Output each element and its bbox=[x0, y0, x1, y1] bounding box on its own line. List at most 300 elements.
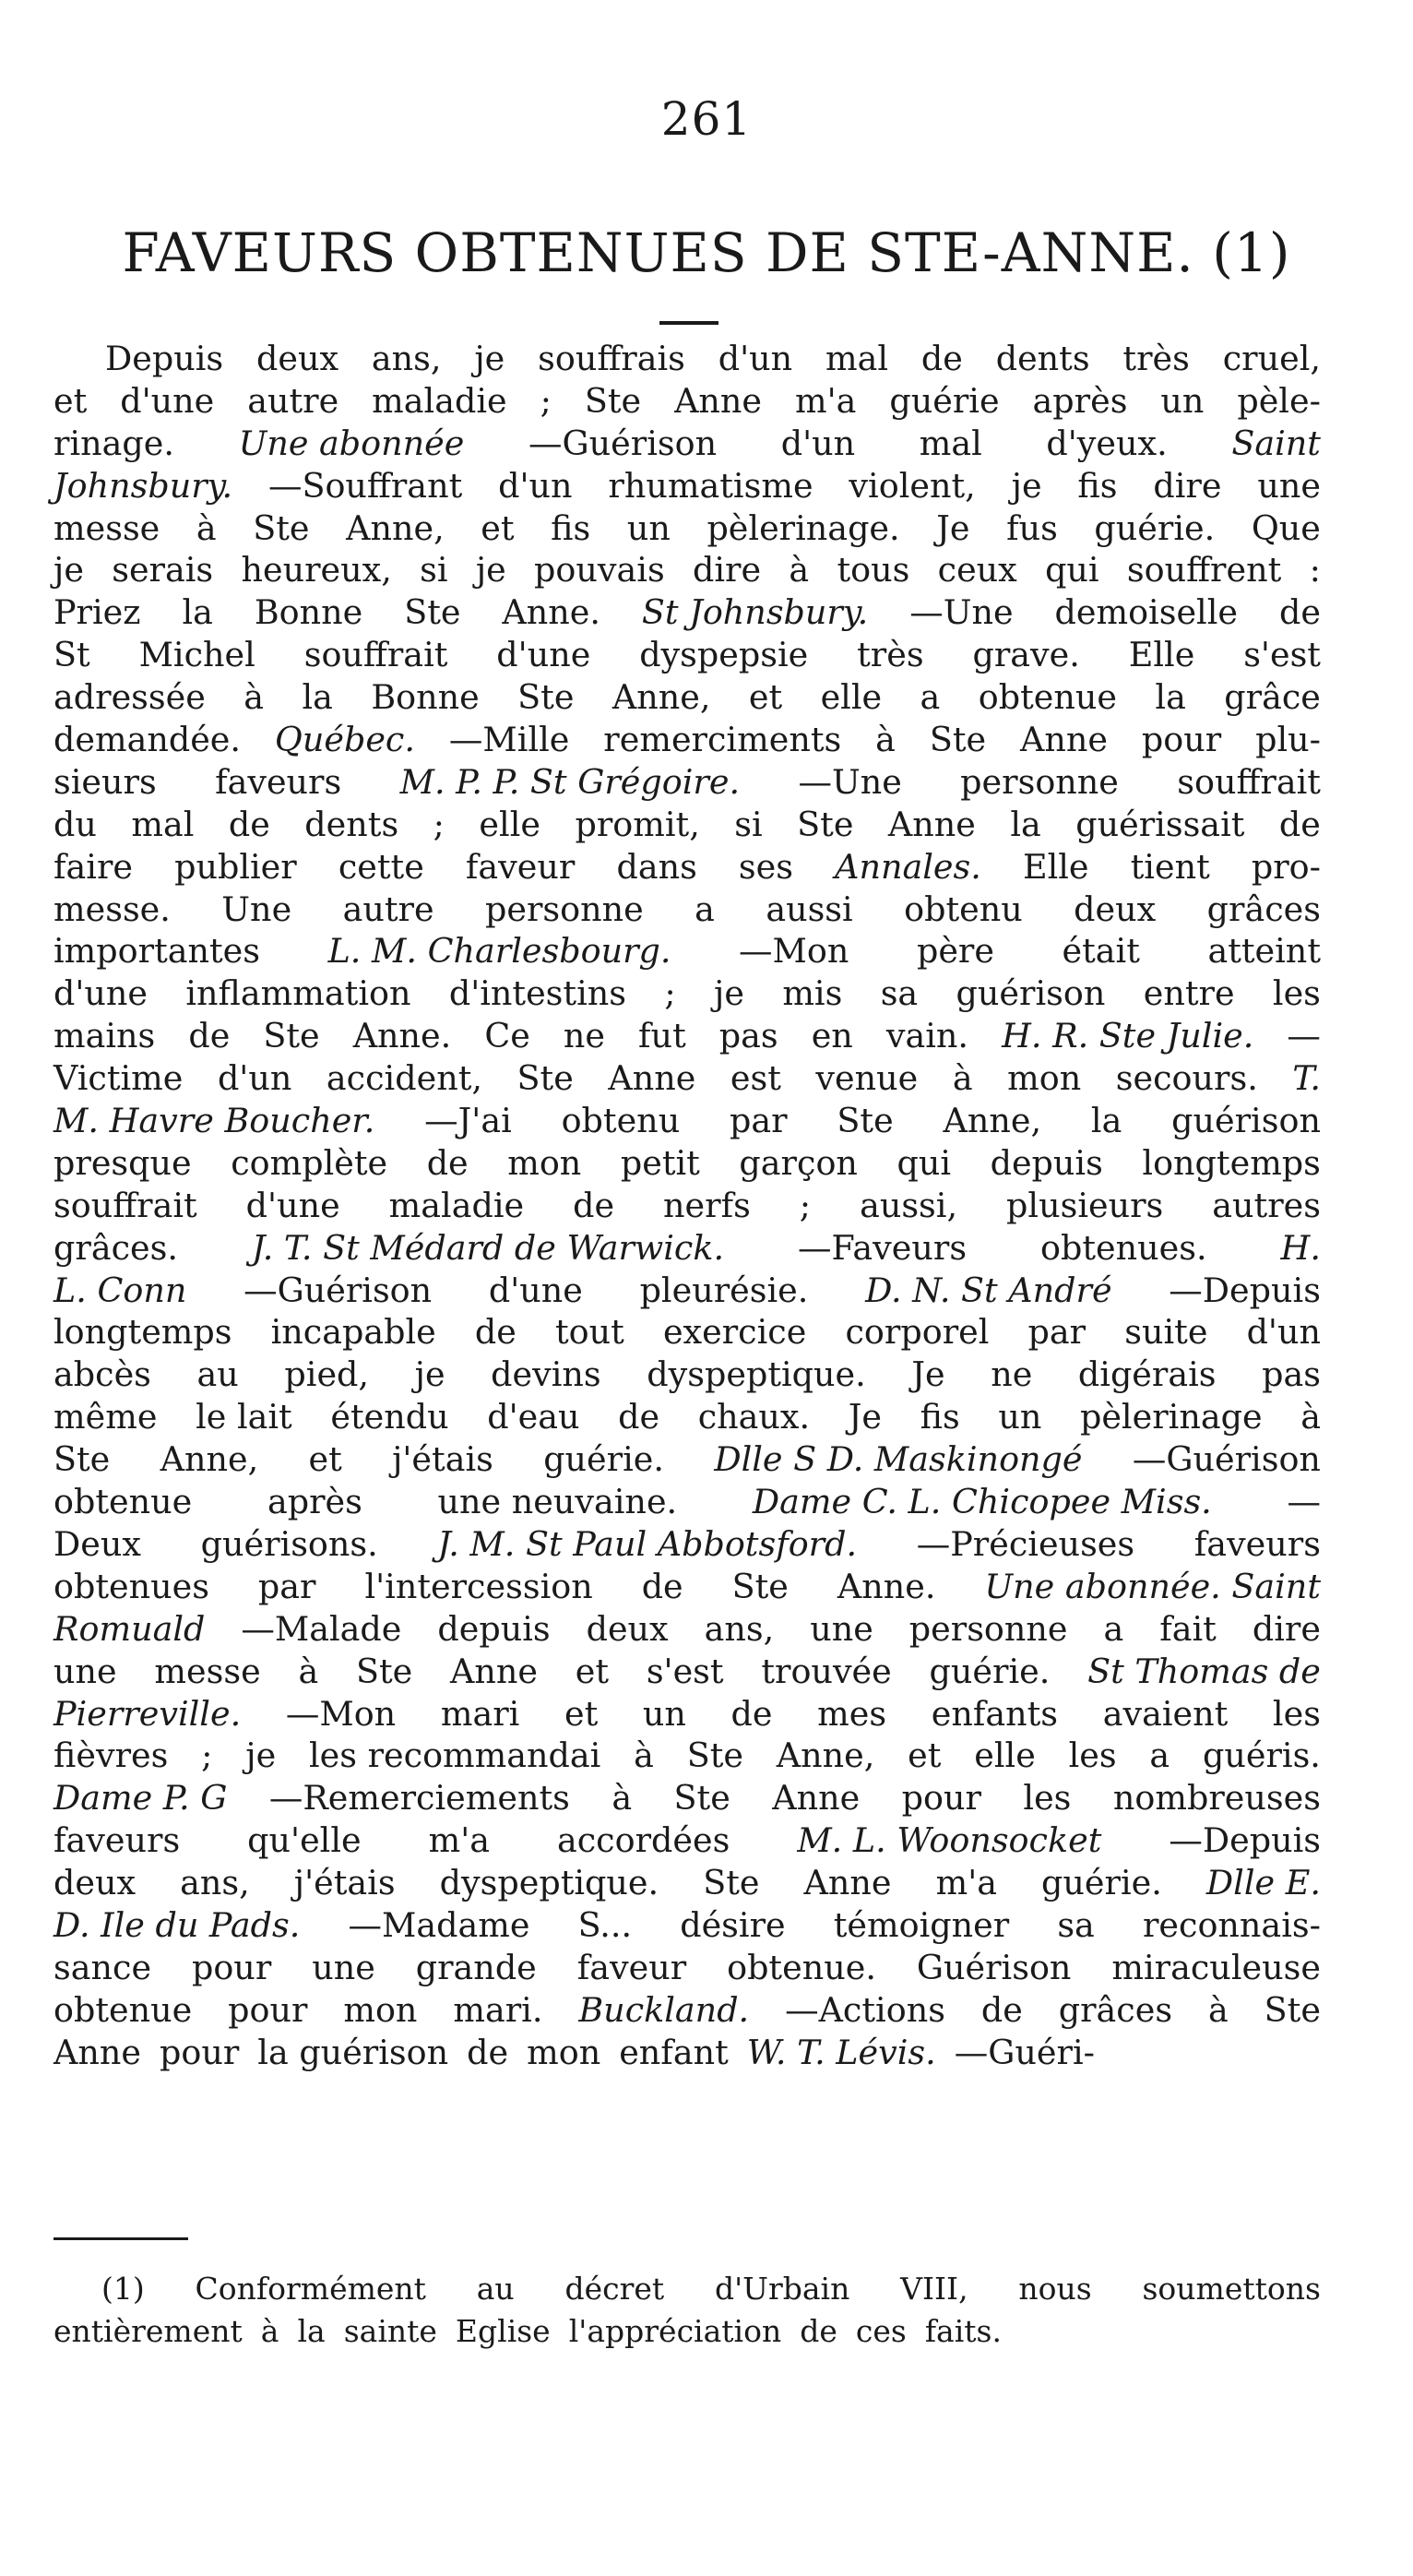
word: si bbox=[734, 804, 763, 844]
body-line bbox=[53, 1438, 1321, 1481]
body-line bbox=[53, 634, 1321, 676]
word: faveurs bbox=[53, 1820, 181, 1861]
word: le lait bbox=[196, 1397, 292, 1437]
word: soumettons bbox=[1142, 2271, 1321, 2307]
word: dans bbox=[616, 846, 697, 887]
word: de bbox=[800, 2312, 837, 2349]
word: —Malade bbox=[241, 1608, 402, 1649]
word: enfants bbox=[931, 1693, 1059, 1734]
word: à bbox=[1300, 1397, 1321, 1437]
word: grande bbox=[415, 1947, 537, 1987]
word: d'intestins bbox=[448, 973, 626, 1014]
word: obtenues bbox=[53, 1566, 209, 1606]
italic-reference: Johnsbury. bbox=[53, 465, 233, 506]
word: entre bbox=[1143, 973, 1235, 1014]
word: autre bbox=[342, 888, 434, 929]
word: ans, bbox=[704, 1608, 775, 1649]
italic-reference: Buckland. bbox=[578, 1989, 750, 2030]
word: un bbox=[642, 1693, 686, 1734]
word: —Une bbox=[798, 761, 902, 802]
word: d'un bbox=[498, 465, 573, 506]
word: publier bbox=[174, 846, 297, 887]
word: enfant bbox=[619, 2032, 729, 2072]
word: et bbox=[564, 1693, 599, 1734]
word: père bbox=[916, 931, 994, 972]
word: trouvée bbox=[761, 1651, 892, 1691]
word: tous bbox=[837, 550, 910, 590]
word: ; bbox=[201, 1735, 213, 1776]
word: Guérison bbox=[916, 1947, 1072, 1987]
word: dire bbox=[692, 550, 762, 590]
word: à bbox=[1207, 1989, 1229, 2030]
word: de bbox=[730, 1693, 773, 1734]
word: Depuis bbox=[105, 339, 224, 378]
word: atteint bbox=[1207, 931, 1321, 972]
word: et bbox=[53, 380, 88, 421]
word: pour bbox=[228, 1989, 308, 2030]
word: à bbox=[875, 720, 896, 760]
italic-reference: J. T. St Médard de Warwick. bbox=[251, 1227, 725, 1268]
word: Je bbox=[848, 1397, 882, 1437]
word: Ste bbox=[53, 1439, 111, 1480]
word: entièrement bbox=[53, 2312, 243, 2349]
italic-reference: W. T. Lévis. bbox=[746, 2032, 936, 2072]
word: les bbox=[1023, 1778, 1072, 1819]
italic-reference: Annales. bbox=[835, 846, 981, 887]
word: personne bbox=[908, 1608, 1068, 1649]
word: un bbox=[1160, 380, 1205, 421]
word: une neuvaine. bbox=[437, 1482, 678, 1522]
body-line bbox=[53, 338, 1321, 380]
word: — bbox=[1287, 1482, 1321, 1522]
word: —Guéri- bbox=[954, 2032, 1095, 2072]
word: Anne. bbox=[502, 592, 600, 633]
word: sa bbox=[880, 973, 919, 1014]
word: sieurs bbox=[53, 761, 157, 802]
word: mal bbox=[825, 339, 889, 378]
word: nous bbox=[1018, 2271, 1092, 2307]
italic-reference: J. M. St Paul Abbotsford. bbox=[437, 1523, 858, 1564]
body-line bbox=[53, 1142, 1321, 1185]
body-line bbox=[53, 1354, 1321, 1396]
word: elle bbox=[974, 1735, 1036, 1776]
italic-reference: T. bbox=[1292, 1058, 1321, 1099]
body-line bbox=[53, 507, 1321, 550]
word: de bbox=[980, 1989, 1023, 2030]
word: décret bbox=[564, 2271, 665, 2307]
word: deux bbox=[586, 1608, 669, 1649]
word: guérie. bbox=[929, 1651, 1051, 1691]
word: grave. bbox=[972, 635, 1080, 675]
word: fait bbox=[1159, 1608, 1217, 1649]
word: m'a bbox=[795, 380, 857, 421]
word: désire bbox=[680, 1904, 786, 1945]
word: et bbox=[908, 1735, 942, 1776]
word: d'eau bbox=[487, 1397, 580, 1437]
word: un bbox=[998, 1397, 1042, 1437]
word: mon bbox=[507, 1142, 582, 1183]
word: de bbox=[920, 339, 963, 378]
word: j'étais bbox=[293, 1863, 396, 1903]
word: remerciments bbox=[603, 720, 842, 760]
word: pour bbox=[191, 1947, 272, 1987]
word: Deux bbox=[53, 1523, 141, 1564]
word: Anne bbox=[674, 380, 763, 421]
word: d'un bbox=[217, 1058, 292, 1099]
word: sa bbox=[1057, 1904, 1095, 1945]
body-line bbox=[53, 1777, 1321, 1819]
word: mari bbox=[440, 1693, 520, 1734]
word: grâces bbox=[1206, 888, 1321, 929]
word: Anne bbox=[450, 1651, 538, 1691]
word: qui bbox=[1045, 550, 1099, 590]
word: a bbox=[920, 677, 941, 718]
word: pouvais bbox=[534, 550, 665, 590]
word: guérie bbox=[889, 380, 1000, 421]
word: à bbox=[298, 1651, 319, 1691]
word: pour bbox=[159, 2032, 240, 2072]
word: (1) bbox=[101, 2271, 145, 2307]
word: personne bbox=[484, 888, 644, 929]
word: obtenue bbox=[978, 677, 1117, 718]
word: guérisons. bbox=[200, 1523, 378, 1564]
word: par bbox=[257, 1566, 316, 1606]
body-line bbox=[53, 972, 1321, 1015]
body-line bbox=[53, 1566, 1321, 1608]
word: corporel bbox=[845, 1312, 990, 1353]
word: à bbox=[243, 677, 265, 718]
italic-reference: H. R. Ste Julie. bbox=[1002, 1016, 1254, 1056]
word: fis bbox=[551, 507, 591, 548]
word: obtenues. bbox=[1040, 1227, 1207, 1268]
word: Une bbox=[221, 888, 292, 929]
word: Ste bbox=[686, 1735, 743, 1776]
word: obtenue. bbox=[727, 1947, 876, 1987]
word: Bonne bbox=[254, 592, 363, 633]
word: abcès bbox=[53, 1354, 151, 1395]
word: guérison bbox=[956, 973, 1106, 1014]
word: violent, bbox=[849, 465, 976, 506]
word: dire bbox=[1153, 465, 1222, 506]
word: Anne bbox=[53, 2032, 141, 2072]
word: reconnais- bbox=[1142, 1904, 1321, 1945]
word: d'un bbox=[1246, 1312, 1321, 1353]
word: Ste bbox=[253, 507, 310, 548]
word: les bbox=[1272, 1693, 1321, 1734]
italic-reference: D. Ile du Pads. bbox=[53, 1904, 301, 1945]
word: Elle bbox=[1128, 635, 1195, 675]
body-line bbox=[53, 1904, 1321, 1947]
word: très bbox=[1122, 339, 1190, 378]
word: Anne, bbox=[160, 1439, 259, 1480]
word: ; bbox=[540, 380, 552, 421]
word: était bbox=[1062, 931, 1140, 972]
word: pèle- bbox=[1237, 380, 1321, 421]
word: guérison bbox=[1171, 1101, 1321, 1141]
word: importantes bbox=[53, 931, 261, 972]
page-number: 261 bbox=[660, 92, 753, 146]
word: sance bbox=[53, 1947, 152, 1987]
body-line bbox=[53, 1735, 1321, 1777]
word: m'a bbox=[428, 1820, 490, 1861]
body-line bbox=[53, 1311, 1321, 1354]
word: à bbox=[952, 1058, 973, 1099]
word: avaient bbox=[1102, 1693, 1229, 1734]
word: —Une bbox=[909, 592, 1014, 633]
word: demandée. bbox=[53, 720, 242, 760]
word: souffrait bbox=[53, 1185, 197, 1225]
word: —Précieuses bbox=[916, 1523, 1135, 1564]
word: étendu bbox=[330, 1397, 449, 1437]
body-line bbox=[53, 846, 1321, 888]
word: aussi, bbox=[860, 1185, 958, 1225]
word: —Faveurs bbox=[798, 1227, 968, 1268]
word: Je bbox=[936, 507, 970, 548]
word: les bbox=[1068, 1735, 1117, 1776]
footnote-divider bbox=[53, 2237, 188, 2240]
word: ne bbox=[563, 1016, 605, 1056]
word: depuis bbox=[437, 1608, 551, 1649]
body-line bbox=[53, 804, 1321, 846]
word: obtenue bbox=[53, 1482, 193, 1522]
italic-reference: D. N. St André bbox=[865, 1270, 1112, 1310]
word: je bbox=[475, 550, 506, 590]
word: depuis bbox=[990, 1142, 1103, 1183]
word: ceux bbox=[937, 550, 1017, 590]
word: pas bbox=[718, 1016, 778, 1056]
word: je bbox=[245, 1735, 277, 1776]
word: incapable bbox=[270, 1312, 436, 1353]
word: Ce bbox=[484, 1016, 530, 1056]
word: pas bbox=[1262, 1354, 1321, 1395]
italic-reference: H. bbox=[1280, 1227, 1321, 1268]
word: et bbox=[308, 1439, 342, 1480]
word: qui bbox=[896, 1142, 952, 1183]
word: de bbox=[1278, 592, 1321, 633]
word: mains bbox=[53, 1016, 156, 1056]
word: souffrais bbox=[538, 339, 685, 378]
word: la bbox=[1155, 677, 1186, 718]
word: —J'ai bbox=[424, 1101, 512, 1141]
word: de bbox=[188, 1016, 231, 1056]
word: personne bbox=[960, 761, 1119, 802]
body-line bbox=[53, 1651, 1321, 1693]
word: —Mille bbox=[448, 720, 570, 760]
word: les recommandai bbox=[308, 1735, 601, 1776]
word: de bbox=[1278, 804, 1321, 844]
word: Priez bbox=[53, 592, 141, 633]
word: je bbox=[414, 1354, 445, 1395]
body-line bbox=[53, 1015, 1321, 1057]
word: j'étais bbox=[392, 1439, 493, 1480]
word: fus bbox=[1006, 507, 1058, 548]
word: grâce bbox=[1224, 677, 1321, 718]
word: s'est bbox=[646, 1651, 724, 1691]
body-line bbox=[53, 423, 1321, 465]
word: nerfs bbox=[663, 1185, 751, 1225]
word: à bbox=[196, 507, 217, 548]
word: pour bbox=[901, 1778, 981, 1819]
word: mon bbox=[527, 2032, 601, 2072]
word: Anne. bbox=[352, 1016, 452, 1056]
word: cruel, bbox=[1222, 339, 1321, 378]
word: Ste bbox=[355, 1651, 413, 1691]
italic-reference: M. P. P. St Grégoire. bbox=[399, 761, 741, 802]
word: à bbox=[612, 1778, 633, 1819]
word: —Guérison bbox=[528, 423, 718, 463]
word: ans, bbox=[371, 339, 442, 378]
word: longtemps bbox=[1142, 1142, 1321, 1183]
word: au bbox=[476, 2271, 515, 2307]
word: et bbox=[748, 677, 783, 718]
body-line bbox=[53, 676, 1321, 719]
italic-reference: St Johnsbury. bbox=[641, 592, 869, 633]
word: guéris. bbox=[1202, 1735, 1321, 1776]
word: petit bbox=[620, 1142, 700, 1183]
word: de bbox=[426, 1142, 469, 1183]
word: est bbox=[730, 1058, 781, 1099]
word: du bbox=[53, 804, 97, 844]
word: ; bbox=[664, 973, 676, 1014]
word: demoiselle bbox=[1054, 592, 1239, 633]
word: autre bbox=[247, 380, 339, 421]
body-line bbox=[53, 930, 1321, 972]
word: aussi bbox=[766, 888, 853, 929]
word: Je bbox=[911, 1354, 945, 1395]
word: je bbox=[53, 550, 84, 590]
word: mon bbox=[343, 1989, 418, 2030]
word: pèlerinage bbox=[1079, 1397, 1263, 1437]
body-line bbox=[53, 1396, 1321, 1438]
word: Ste bbox=[584, 380, 642, 421]
word: —Madame bbox=[348, 1904, 530, 1945]
word: complète bbox=[231, 1142, 388, 1183]
body-line bbox=[53, 1693, 1321, 1735]
word: Ste bbox=[673, 1778, 730, 1819]
body-line bbox=[53, 1862, 1321, 1904]
word: Anne, bbox=[943, 1101, 1042, 1141]
word: si bbox=[420, 550, 448, 590]
word: Que bbox=[1251, 507, 1321, 548]
word: de bbox=[474, 1312, 517, 1353]
italic-reference: Dlle S D. Maskinongé bbox=[714, 1439, 1083, 1480]
word: chaux. bbox=[697, 1397, 811, 1437]
word: mis bbox=[782, 973, 843, 1014]
word: deux bbox=[53, 1863, 137, 1903]
word: dyspeptique. bbox=[647, 1354, 866, 1395]
body-line bbox=[53, 1608, 1321, 1651]
word: d'une bbox=[245, 1185, 340, 1225]
word: guérie. bbox=[543, 1439, 664, 1480]
word: de bbox=[573, 1185, 615, 1225]
word: Conformément bbox=[195, 2271, 426, 2307]
italic-reference: M. L. Woonsocket bbox=[797, 1820, 1102, 1861]
word: presque bbox=[53, 1142, 192, 1183]
word: dents bbox=[995, 339, 1090, 378]
word: par bbox=[730, 1101, 788, 1141]
word: après bbox=[267, 1482, 362, 1522]
word: S... bbox=[577, 1904, 633, 1945]
footnote bbox=[53, 2268, 1321, 2353]
word: d'une bbox=[496, 635, 591, 675]
word: mon bbox=[1007, 1058, 1082, 1099]
word: pour bbox=[1141, 720, 1222, 760]
word: d'un bbox=[718, 339, 793, 378]
word: la bbox=[1090, 1101, 1122, 1141]
word: l'appréciation bbox=[568, 2312, 782, 2349]
word: d'une bbox=[120, 380, 215, 421]
footnote-line bbox=[53, 2310, 1321, 2353]
word: guérie. bbox=[1094, 507, 1216, 548]
body-line bbox=[53, 1100, 1321, 1142]
italic-reference: Romuald bbox=[53, 1608, 206, 1649]
body-line bbox=[53, 1227, 1321, 1270]
word: ans, bbox=[180, 1863, 250, 1903]
word: messe bbox=[53, 507, 160, 548]
word: St bbox=[53, 635, 90, 675]
word: une bbox=[810, 1608, 873, 1649]
word: par bbox=[1027, 1312, 1086, 1353]
word: Ste bbox=[517, 677, 575, 718]
body-line bbox=[53, 1989, 1321, 2032]
word: inflammation bbox=[185, 973, 411, 1014]
word: de bbox=[228, 804, 270, 844]
word: —Mon bbox=[285, 1693, 397, 1734]
word: mes bbox=[817, 1693, 887, 1734]
word: longtemps bbox=[53, 1312, 232, 1353]
word: nombreuses bbox=[1112, 1778, 1321, 1819]
word: Anne. bbox=[837, 1566, 936, 1606]
word: dents bbox=[304, 804, 399, 844]
word: Ste bbox=[703, 1863, 760, 1903]
word: obtenue bbox=[53, 1989, 193, 2030]
word: témoigner bbox=[833, 1904, 1010, 1945]
word: Ste bbox=[837, 1101, 894, 1141]
word: fut bbox=[638, 1016, 686, 1056]
word: mal bbox=[131, 804, 195, 844]
word: — bbox=[1287, 1016, 1321, 1056]
word: rinage. bbox=[53, 423, 174, 463]
italic-reference: Une abonnée. Saint bbox=[984, 1566, 1321, 1606]
word: maladie bbox=[388, 1185, 525, 1225]
word: pied, bbox=[284, 1354, 370, 1395]
word: pèlerinage. bbox=[706, 507, 900, 548]
word: digérais bbox=[1077, 1354, 1217, 1395]
word: de bbox=[618, 1397, 660, 1437]
word: et bbox=[481, 507, 515, 548]
word: a bbox=[1149, 1735, 1170, 1776]
word: plusieurs bbox=[1006, 1185, 1164, 1225]
word: Ste bbox=[929, 720, 987, 760]
word: deux bbox=[1074, 888, 1157, 929]
word: ; bbox=[433, 804, 445, 844]
body-line bbox=[53, 761, 1321, 804]
word: dyspepsie bbox=[639, 635, 809, 675]
body-line bbox=[53, 719, 1321, 761]
word: Anne, bbox=[612, 677, 711, 718]
word: qu'elle bbox=[247, 1820, 362, 1861]
body-line bbox=[53, 465, 1321, 507]
word: adressée bbox=[53, 677, 206, 718]
body-line bbox=[53, 591, 1321, 634]
italic-reference: Saint bbox=[1231, 423, 1321, 463]
word: accident, bbox=[326, 1058, 482, 1099]
word: faits. bbox=[924, 2312, 1002, 2349]
word: elle bbox=[820, 677, 883, 718]
italic-reference: Québec. bbox=[274, 720, 415, 760]
word: sainte bbox=[343, 2312, 437, 2349]
word: devins bbox=[491, 1354, 601, 1395]
